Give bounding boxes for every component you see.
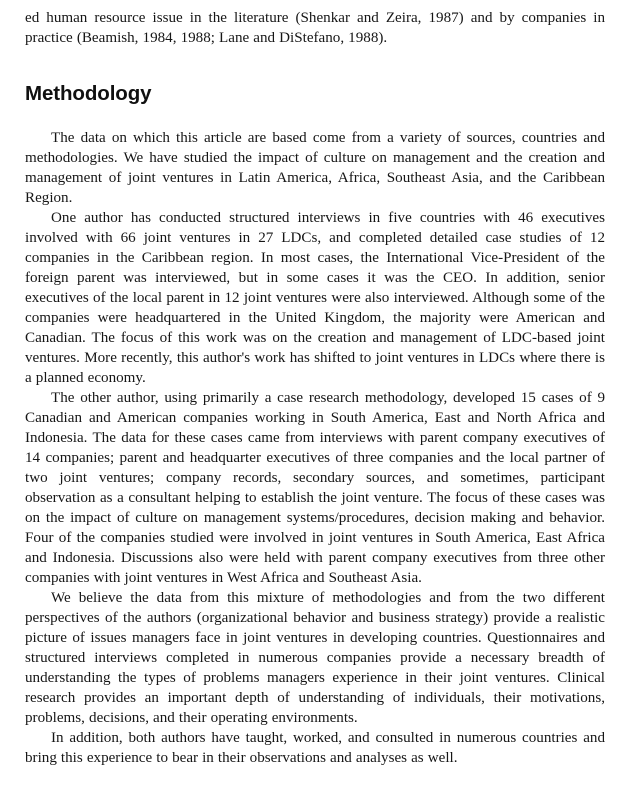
paragraph-one-author: One author has conducted structured interviews in five countries with 46 executives involved with 66 joint ventures in 27 LDCs, and completed detailed case studies of 12 companies in the Caribbean region. In most cases, the International Vice-President of the foreign parent was interviewed, but in some cases it was the CEO. In addition, senior executives of the local parent in 12 joint ventures were also interviewed. Although some of the companies were headquartered in the United Kingdom, the majority were American and Canadian. The focus of this work was on the creation and management of LDC-based joint ventures. More recently, this author's work has shifted to joint ventures in LDCs where there is a planned economy.	[25, 210, 605, 386]
paragraph-other-author: The other author, using primarily a case research methodology, developed 15 cases of 9 Canadian and American companies working in South America, East and North Africa and Indonesia. The data for these cases came from interviews with parent company executives of 14 companies; parent and headquarter executives of three companies and the local partner of two joint ventures; company records, secondary sources, and sometimes, participant observation as a consultant helping to establish the joint venture. The focus of these cases was on the impact of culture on management systems/procedures, decision making and behavior. Four of the companies studied were involved in joint ventures in South America, East Africa and Indonesia. Discussions also were held with parent company executives from three other companies with joint ventures in West Africa and Southeast Asia.	[25, 390, 605, 586]
section-heading-methodology: Methodology	[25, 82, 152, 105]
paragraph-data-sources: The data on which this article are based come from a variety of sources, countries and methodologies. We have studied the impact of culture on management and the creation and management of joint ventures in Latin America, Africa, Southeast Asia, and the Caribbean Region.	[25, 130, 605, 206]
text-column	[25, 8, 605, 768]
spacer-before-heading	[25, 48, 605, 82]
paragraph-we-believe: We believe the data from this mixture of methodologies and from the two different perspectives of the authors (organizational behavior and business strategy) provide a realistic picture of issues managers face in joint ventures in developing countries. Questionnaires and structured interviews completed in numerous companies provide a necessary breadth of understanding the types of problems managers experience in their joint ventures. Clinical research provides an important depth of understanding of individuals, their motivations, problems, decisions, and their operating environments.	[25, 590, 605, 726]
paragraph-continued: ed human resource issue in the literature (Shenkar and Zeira, 1987) and by companies in practice (Beamish, 1984, 1988; Lane and DiStefano, 1988).	[25, 10, 605, 46]
spacer-after-heading	[25, 106, 605, 128]
paragraph-in-addition: In addition, both authors have taught, worked, and consulted in numerous countries and bring this experience to bear in their observations and analyses as well.	[25, 730, 605, 766]
